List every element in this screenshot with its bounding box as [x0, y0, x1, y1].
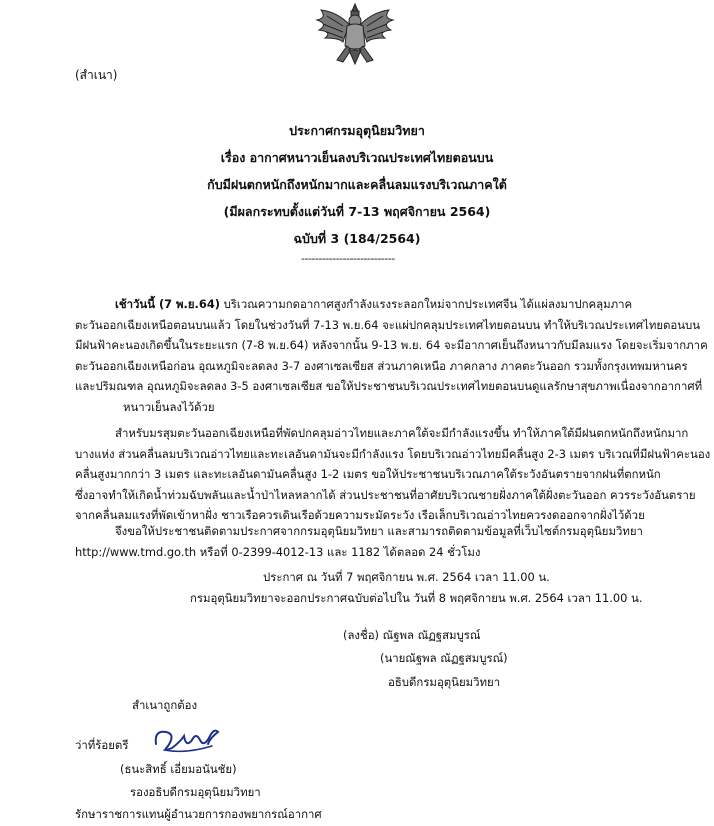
certified-copy-label: สำเนาถูกต้อง — [132, 698, 198, 712]
paragraph-lead: เช้าวันนี้ (7 พ.ย.64) — [115, 297, 220, 311]
paragraph-line: ซึ่งอาจทำให้เกิดน้ำท่วมฉับพลันและน้ำป่าไหลหลากได้ ส่วนประชาชนที่อาศัยบริเวณชายฝั่งภาคใต้ฝั่งตะวันออก ควรระวังอันตราย — [75, 487, 696, 502]
signatory-name: (นายณัฐพล ณัฏฐสมบูรณ์) — [380, 651, 508, 665]
handwritten-signature-icon — [150, 718, 222, 758]
paragraph-line: ตะวันออกเฉียงเหนือก่อน อุณหภูมิจะลดลง 3-7 องศาเซลเซียส ส่วนภาคเหนือ ภาคกลาง ภาคตะวันออก รวมทั้งกรุงเทพมหานคร — [75, 358, 688, 373]
certifier-position: รองอธิบดีกรมอุตุนิยมวิทยา — [130, 785, 261, 799]
signatory-title: อธิบดีกรมอุตุนิยมวิทยา — [388, 675, 501, 689]
paragraph-line: หนาวเย็นลงไว้ด้วย — [123, 399, 215, 414]
paragraph-line: จึงขอให้ประชาชนติดตามประกาศจากกรมอุตุนิยมวิทยา และสามารถติดตามข้อมูลที่เว็บไซต์กรมอุตุนิยมวิทยา — [115, 524, 643, 538]
certifier-rank: ว่าที่ร้อยตรี — [75, 738, 129, 752]
header-subject-cont: กับมีฝนตกหนักถึงหนักมากและคลื่นลมแรงบริเวณภาคใต้ — [207, 177, 507, 192]
paragraph-line: คลื่นสูงมากกว่า 3 เมตร และทะเลอันดามันคลื่นสูง 1-2 เมตร ขอให้ประชาชนบริเวณภาคใต้ระวังอันตรายจากฝนที่ตกหนัก — [75, 467, 661, 481]
header-divider: --------------------------- — [301, 252, 395, 265]
paragraph-line: ตะวันออกเฉียงเหนือตอนบนแล้ว โดยในช่วงวันที่ 7-13 พ.ย.64 จะแผ่ปกคลุมประเทศไทยตอนบน ทำให้บริเวณประเทศไทยตอนบน — [75, 317, 701, 332]
paragraph-line — [75, 294, 643, 315]
paragraph-3 — [75, 521, 643, 562]
header-effective-dates: (มีผลกระทบตั้งแต่วันที่ 7-13 พฤศจิกายน 2564) — [223, 204, 491, 219]
copy-mark: (สำเนา) — [75, 68, 118, 82]
header-title: ประกาศกรมอุตุนิยมวิทยา — [289, 123, 425, 138]
certifier-name: (ธนะสิทธิ์ เอี่ยมอนันชัย) — [120, 762, 237, 776]
garuda-emblem-icon — [307, 2, 403, 66]
paragraph-line: มีฝนฟ้าคะนองเกิดขึ้นในระยะแรก (7-8 พ.ย.64) หลังจากนั้น 9-13 พ.ย. 64 จะมีอากาศเย็นถึงหนาวกับมีลมแรง โดยจะเริ่มจากภาค — [75, 338, 708, 352]
paragraph-line: จากคลื่นลมแรงที่พัดเข้าหาฝั่ง ชาวเรือควรเดินเรือด้วยความระมัดระวัง เรือเล็กบริเวณอ่าวไทยควรงดออกจากฝั่งไว้ด้วย — [75, 508, 645, 522]
announcement-header — [0, 117, 714, 252]
certifier-acting-role: รักษาราชการแทนผู้อำนวยการกองพยากรณ์อากาศ — [75, 807, 322, 821]
header-subject: เรื่อง อากาศหนาวเย็นลงบริเวณประเทศไทยตอนบน — [220, 150, 494, 165]
paragraph-1 — [75, 294, 708, 417]
paragraph-line: http://www.tmd.go.th หรือที่ 0-2399-4012-13 และ 1182 ได้ตลอด 24 ชั่วโมง — [75, 544, 481, 559]
paragraph-line: บางแห่ง ส่วนคลื่นลมบริเวณอ่าวไทยและทะเลอันดามันจะมีกำลังแรง โดยบริเวณอ่าวไทยมีคลื่นสูง 2-3 เมตร บริเวณที่มีฝนฟ้าคะนอง — [75, 446, 711, 461]
paragraph-line: สำหรับมรสุมตะวันออกเฉียงเหนือที่พัดปกคลุมอ่าวไทยและภาคใต้จะมีกำลังแรงขึ้น ทำให้ภาคใต้มีฝนตกหนักถึงหนักมาก — [115, 426, 689, 440]
signatory-signed: (ลงชื่อ) ณัฐพล ณัฏฐสมบูรณ์ — [343, 628, 481, 642]
header-issue-number: ฉบับที่ 3 (184/2564) — [293, 231, 421, 246]
paragraph-2 — [75, 423, 711, 526]
paragraph-text: บริเวณความกดอากาศสูงกำลังแรงระลอกใหม่จากประเทศจีน ได้แผ่ลงมาปกคลุมภาค — [219, 297, 633, 311]
announce-date: ประกาศ ณ วันที่ 7 พฤศจิกายน พ.ศ. 2564 เวลา 11.00 น. — [263, 570, 550, 584]
next-announcement: กรมอุตุนิยมวิทยาจะออกประกาศฉบับต่อไปใน วันที่ 8 พฤศจิกายน พ.ศ. 2564 เวลา 11.00 น. — [190, 591, 643, 605]
paragraph-line: และปริมณฑล อุณหภูมิจะลดลง 3-5 องศาเซลเซียส ขอให้ประชาชนบริเวณประเทศไทยตอนบนดูแลรักษาสุขภาพเนื่องจากอากาศที่ — [75, 379, 703, 393]
